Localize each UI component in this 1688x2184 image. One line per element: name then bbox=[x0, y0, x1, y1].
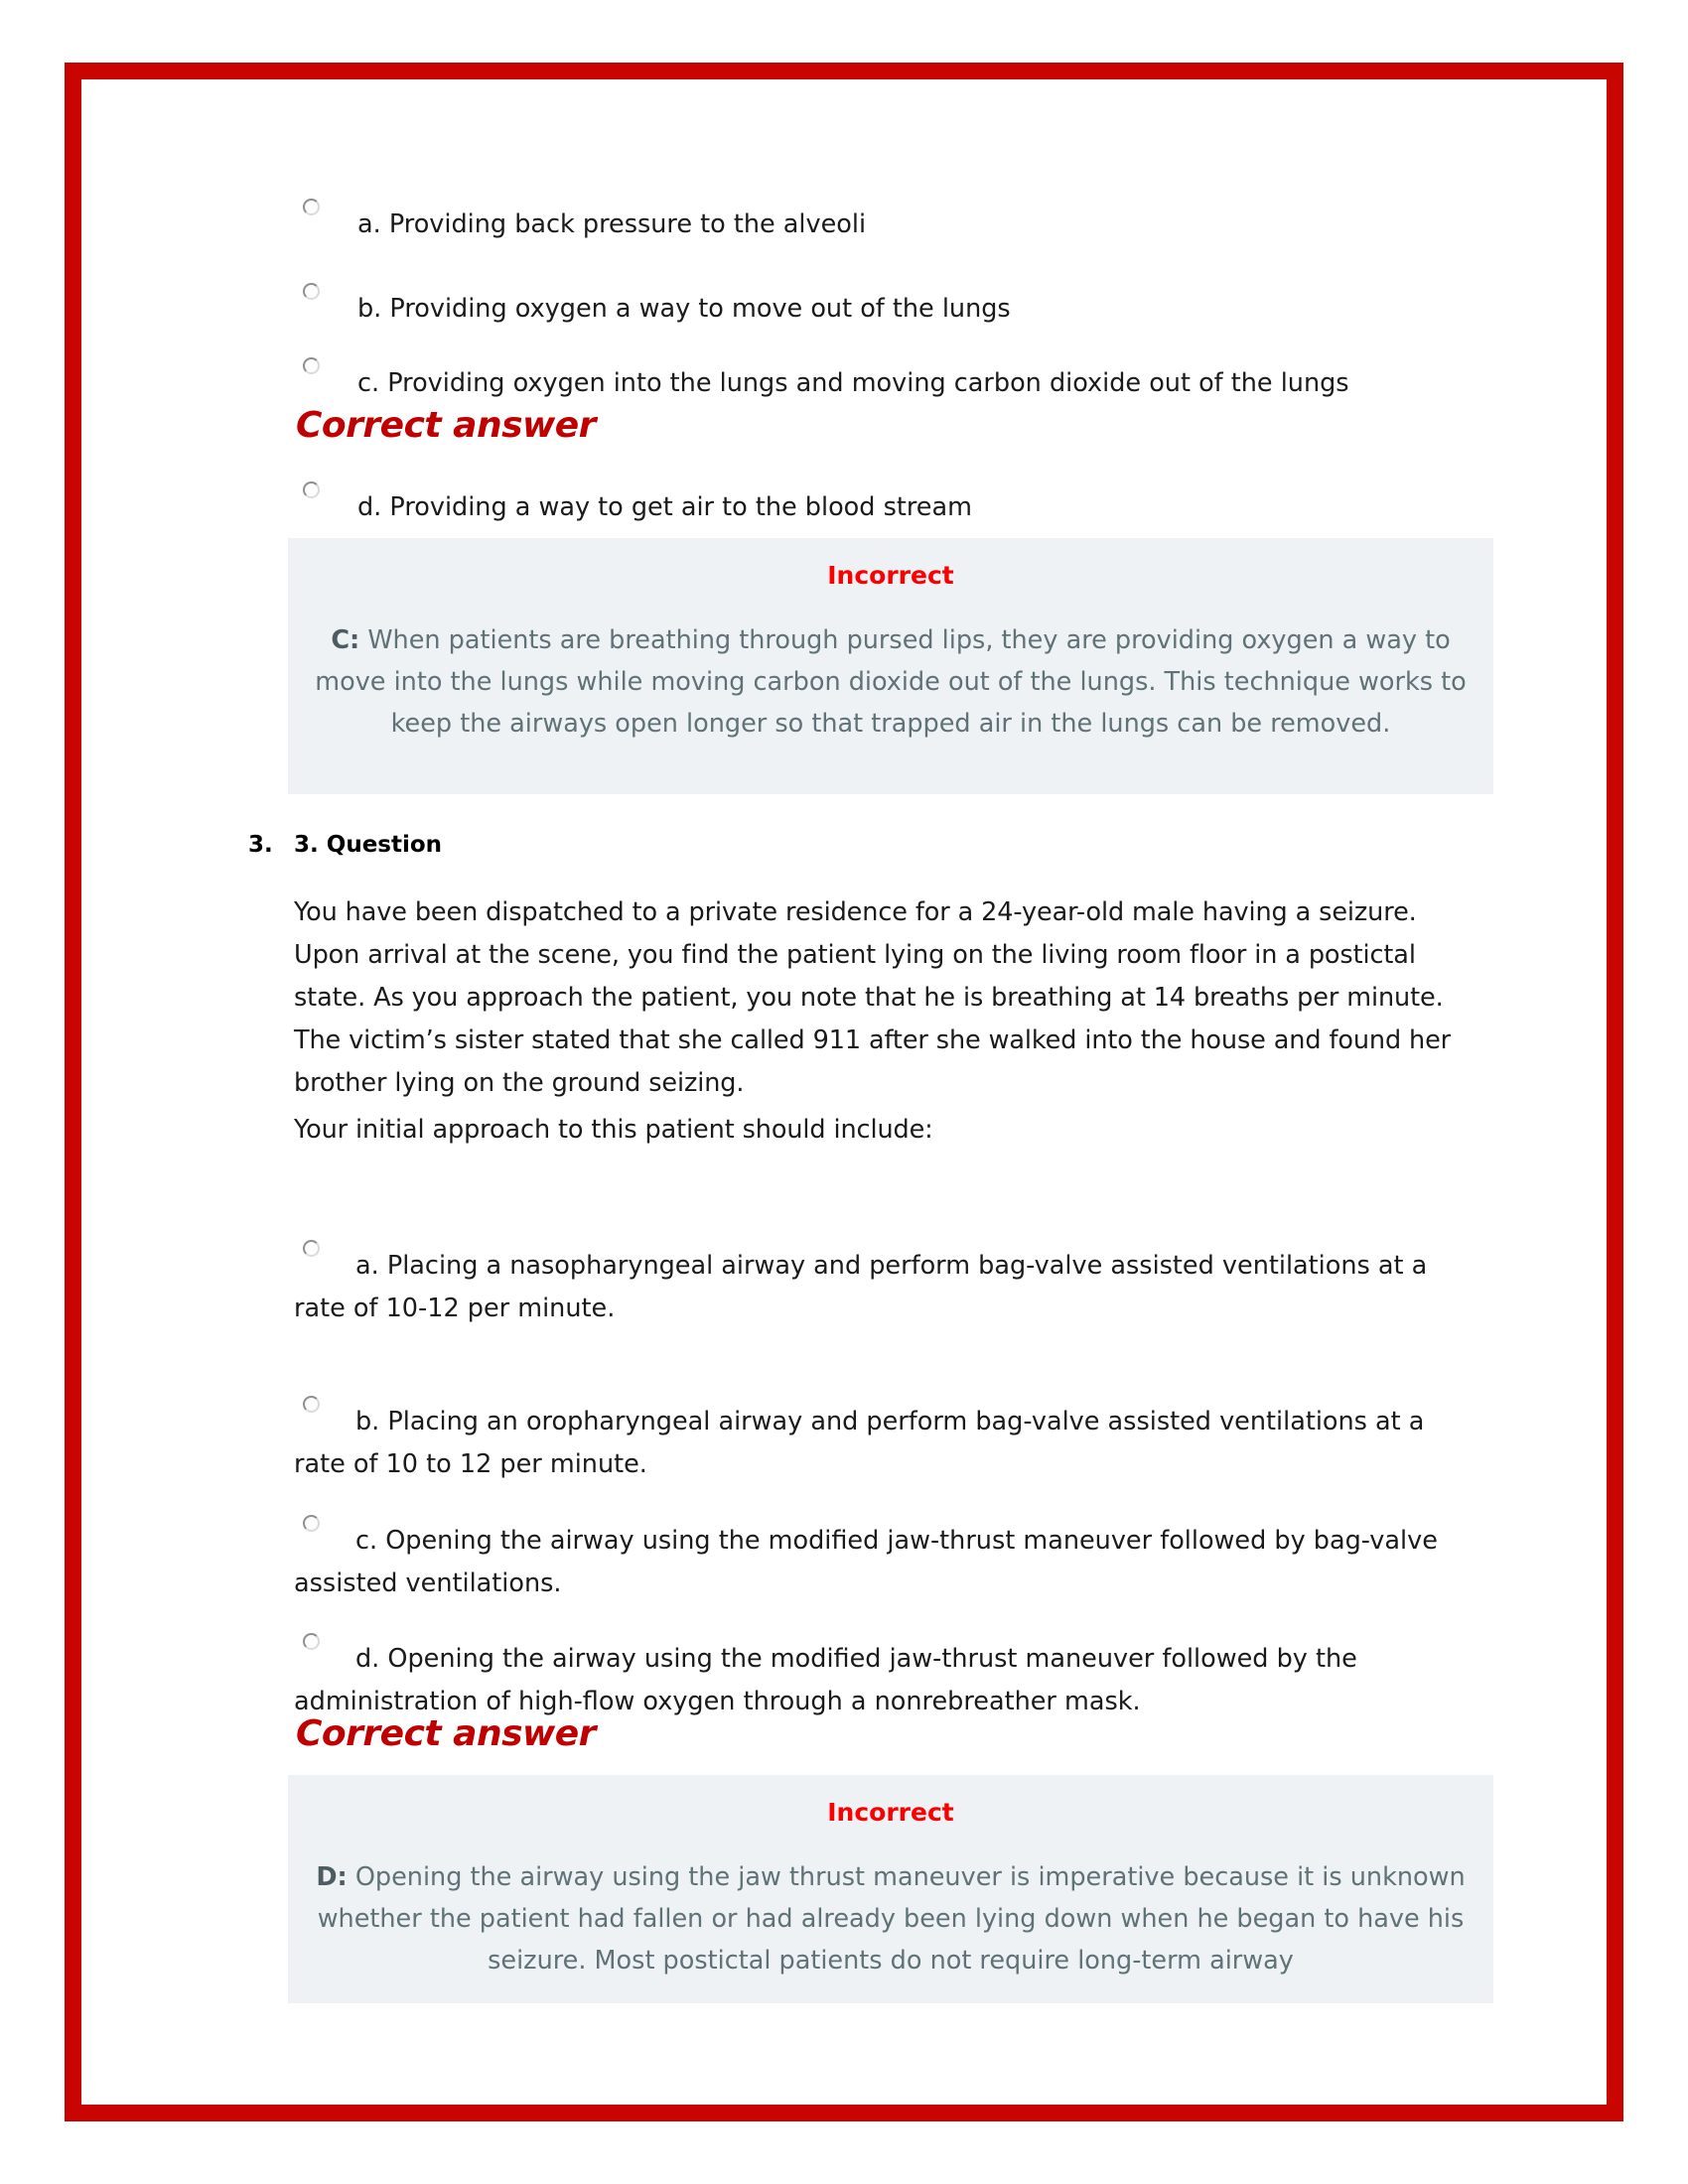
option-q2-a[interactable] bbox=[296, 204, 1468, 246]
option-label: b. Providing oxygen a way to move out of the lungs bbox=[357, 294, 1011, 324]
question-3-stem: You have been dispatched to a private residence for a 24-year-old male having a seizure. Upon arrival at the scene, you find the patient lying on the living room floor in a postictal state. As you approach the patient, you note that he is breathing at 14 breaths per minute. The victim’s sister stated that she called 911 after she walked into the house and found her brother lying on the ground seizing. bbox=[294, 897, 1452, 1098]
question-heading-number: 3. bbox=[294, 832, 319, 858]
question-3-prompt: Your initial approach to this patient should include: bbox=[294, 1115, 933, 1145]
option-label: c. Opening the airway using the modified jaw-thrust maneuver followed by bag-valve assisted ventilations. bbox=[294, 1526, 1438, 1598]
feedback-text-q3: Opening the airway using the jaw thrust maneuver is imperative because it is unknown whether the patient had fallen or had already been lying down when he began to have his seizure. Most postictal patients do not require long-term airway bbox=[317, 1862, 1466, 1976]
feedback-letter-q3: D: bbox=[316, 1862, 348, 1892]
question-heading-label: Question bbox=[326, 832, 443, 858]
feedback-title-q2: Incorrect bbox=[827, 561, 954, 590]
option-q3-d[interactable] bbox=[294, 1638, 1485, 1723]
correct-answer-marker-q3: Correct answer bbox=[296, 1713, 596, 1754]
option-label: c. Providing oxygen into the lungs and moving carbon dioxide out of the lungs bbox=[357, 368, 1349, 398]
feedback-text-q2: When patients are breathing through pursed lips, they are providing oxygen a way to move into the lungs while moving carbon dioxide out of the lungs. This technique works to keep the airways open longer so that trapped air in the lungs can be removed. bbox=[315, 625, 1467, 739]
option-label: b. Placing an oropharyngeal airway and perform bag-valve assisted ventilations at a rate of 10 to 12 per minute. bbox=[294, 1407, 1425, 1479]
option-q2-b[interactable] bbox=[296, 288, 1468, 331]
feedback-box-q3 bbox=[288, 1775, 1493, 2003]
option-q2-d[interactable] bbox=[296, 486, 1468, 529]
option-q3-b[interactable] bbox=[294, 1401, 1476, 1486]
option-q2-c[interactable] bbox=[296, 362, 1537, 405]
option-label: a. Providing back pressure to the alveoli bbox=[357, 209, 867, 239]
option-label: d. Opening the airway using the modified jaw-thrust maneuver followed by the administration of high-flow oxygen through a nonrebreather mask. bbox=[294, 1644, 1357, 1716]
feedback-box-q2 bbox=[288, 538, 1493, 794]
feedback-title-q3: Incorrect bbox=[827, 1798, 954, 1827]
option-label: a. Placing a nasopharyngeal airway and perform bag-valve assisted ventilations at a rate of 10-12 per minute. bbox=[294, 1251, 1428, 1323]
feedback-body-q3 bbox=[288, 1828, 1493, 1981]
option-q3-a[interactable] bbox=[294, 1245, 1476, 1330]
feedback-body-q2 bbox=[288, 591, 1493, 745]
question-3-heading bbox=[248, 832, 442, 858]
question-list-marker: 3. bbox=[248, 832, 273, 858]
feedback-letter-q2: C: bbox=[331, 625, 360, 655]
option-q3-c[interactable] bbox=[294, 1520, 1476, 1605]
option-label: d. Providing a way to get air to the blood stream bbox=[357, 492, 972, 522]
correct-answer-marker-q2: Correct answer bbox=[296, 405, 596, 446]
